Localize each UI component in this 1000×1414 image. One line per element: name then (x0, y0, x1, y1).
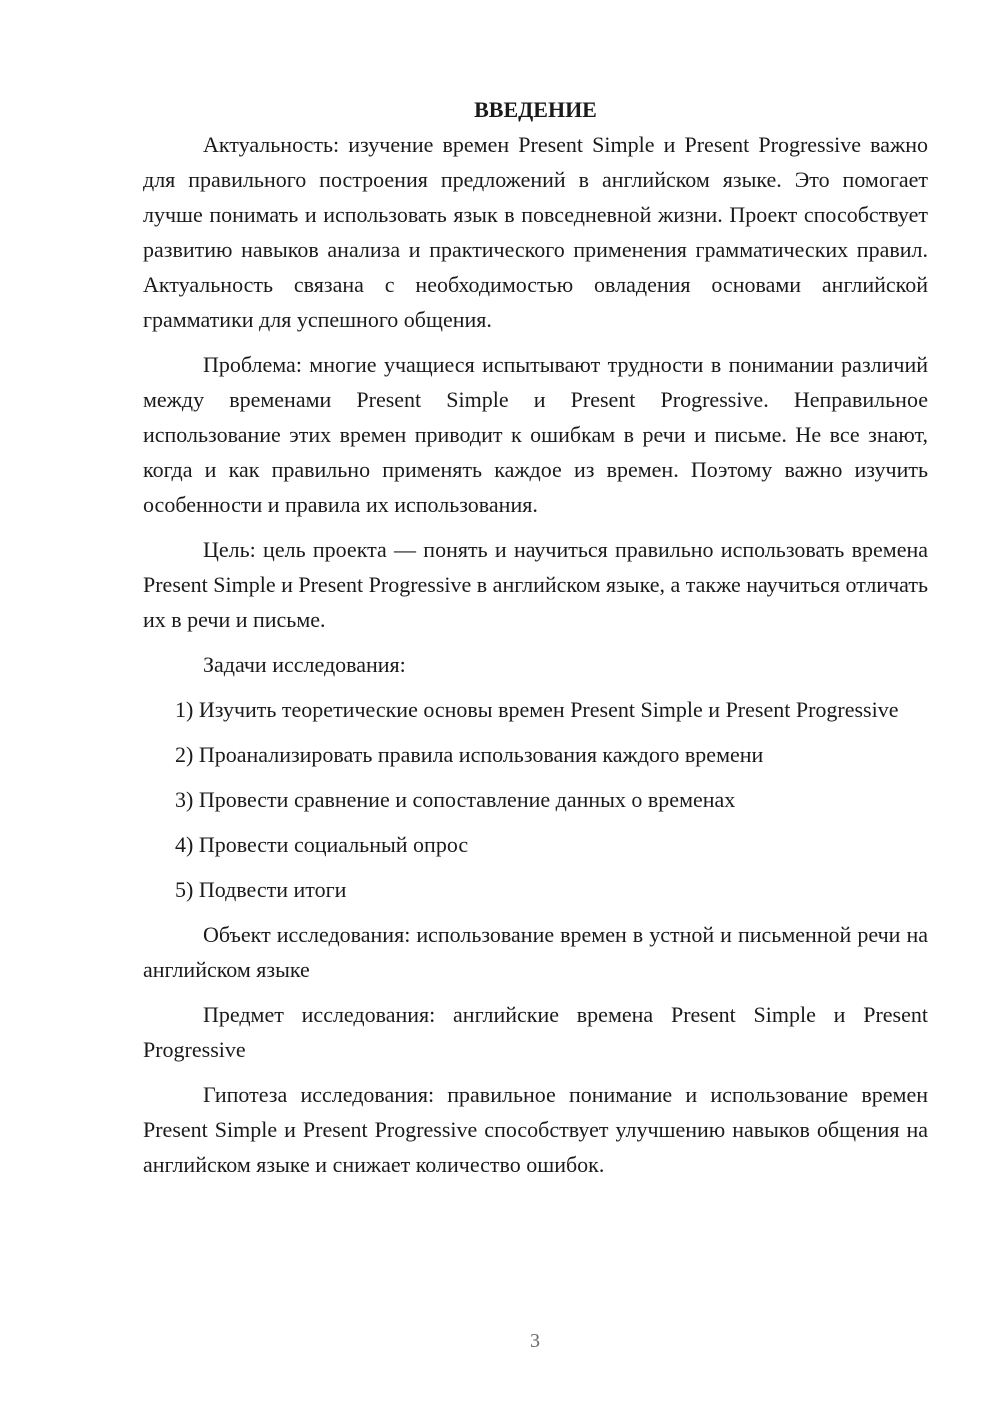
page-number: 3 (530, 1330, 540, 1352)
list-item: 2) Проанализировать правила использования каждого времени (175, 742, 764, 767)
paragraph-goal: Цель: цель проекта — понять и научиться правильно использовать времена Present Simple и Present Progressive в английском языке, а также научиться отличать их в речи и письме. (143, 537, 928, 632)
paragraph-object: Объект исследования: использование времен в устной и письменной речи на английском языке (143, 922, 928, 982)
list-item: 4) Провести социальный опрос (175, 832, 469, 857)
paragraph-subject: Предмет исследования: английские времена Present Simple и Present Progressive (143, 1002, 928, 1062)
paragraph-relevance: Актуальность: изучение времен Present Simple и Present Progressive важно для правильного построения предложений в английском языке. Это помогает лучше понимать и использовать язык в повседневной жизни. Проект способствует развитию навыков анализа и практического применения грамматических правил. Актуальность связана с необходимостью овладения основами английской грамматики для успешного общения. (143, 132, 928, 332)
list-item: 1) Изучить теоретические основы времен Present Simple и Present Progressive (175, 697, 899, 722)
document-page (143, 92, 928, 1192)
tasks-heading: Задачи исследования: (203, 652, 406, 677)
section-heading: ВВЕДЕНИЕ (474, 97, 597, 122)
paragraph-hypothesis: Гипотеза исследования: правильное понимание и использование времен Present Simple и Present Progressive способствует улучшению навыков общения на английском языке и снижает количество ошибок. (143, 1082, 928, 1177)
tasks-list (143, 692, 928, 907)
paragraph-problem: Проблема: многие учащиеся испытывают трудности в понимании различий между временами Present Simple и Present Progressive. Неправильное использование этих времен приводит к ошибкам в речи и письме. Не все знают, когда и как правильно применять каждое из времен. Поэтому важно изучить особенности и правила их использования. (143, 352, 928, 517)
list-item: 3) Провести сравнение и сопоставление данных о временах (175, 787, 736, 812)
list-item: 5) Подвести итоги (175, 877, 347, 902)
